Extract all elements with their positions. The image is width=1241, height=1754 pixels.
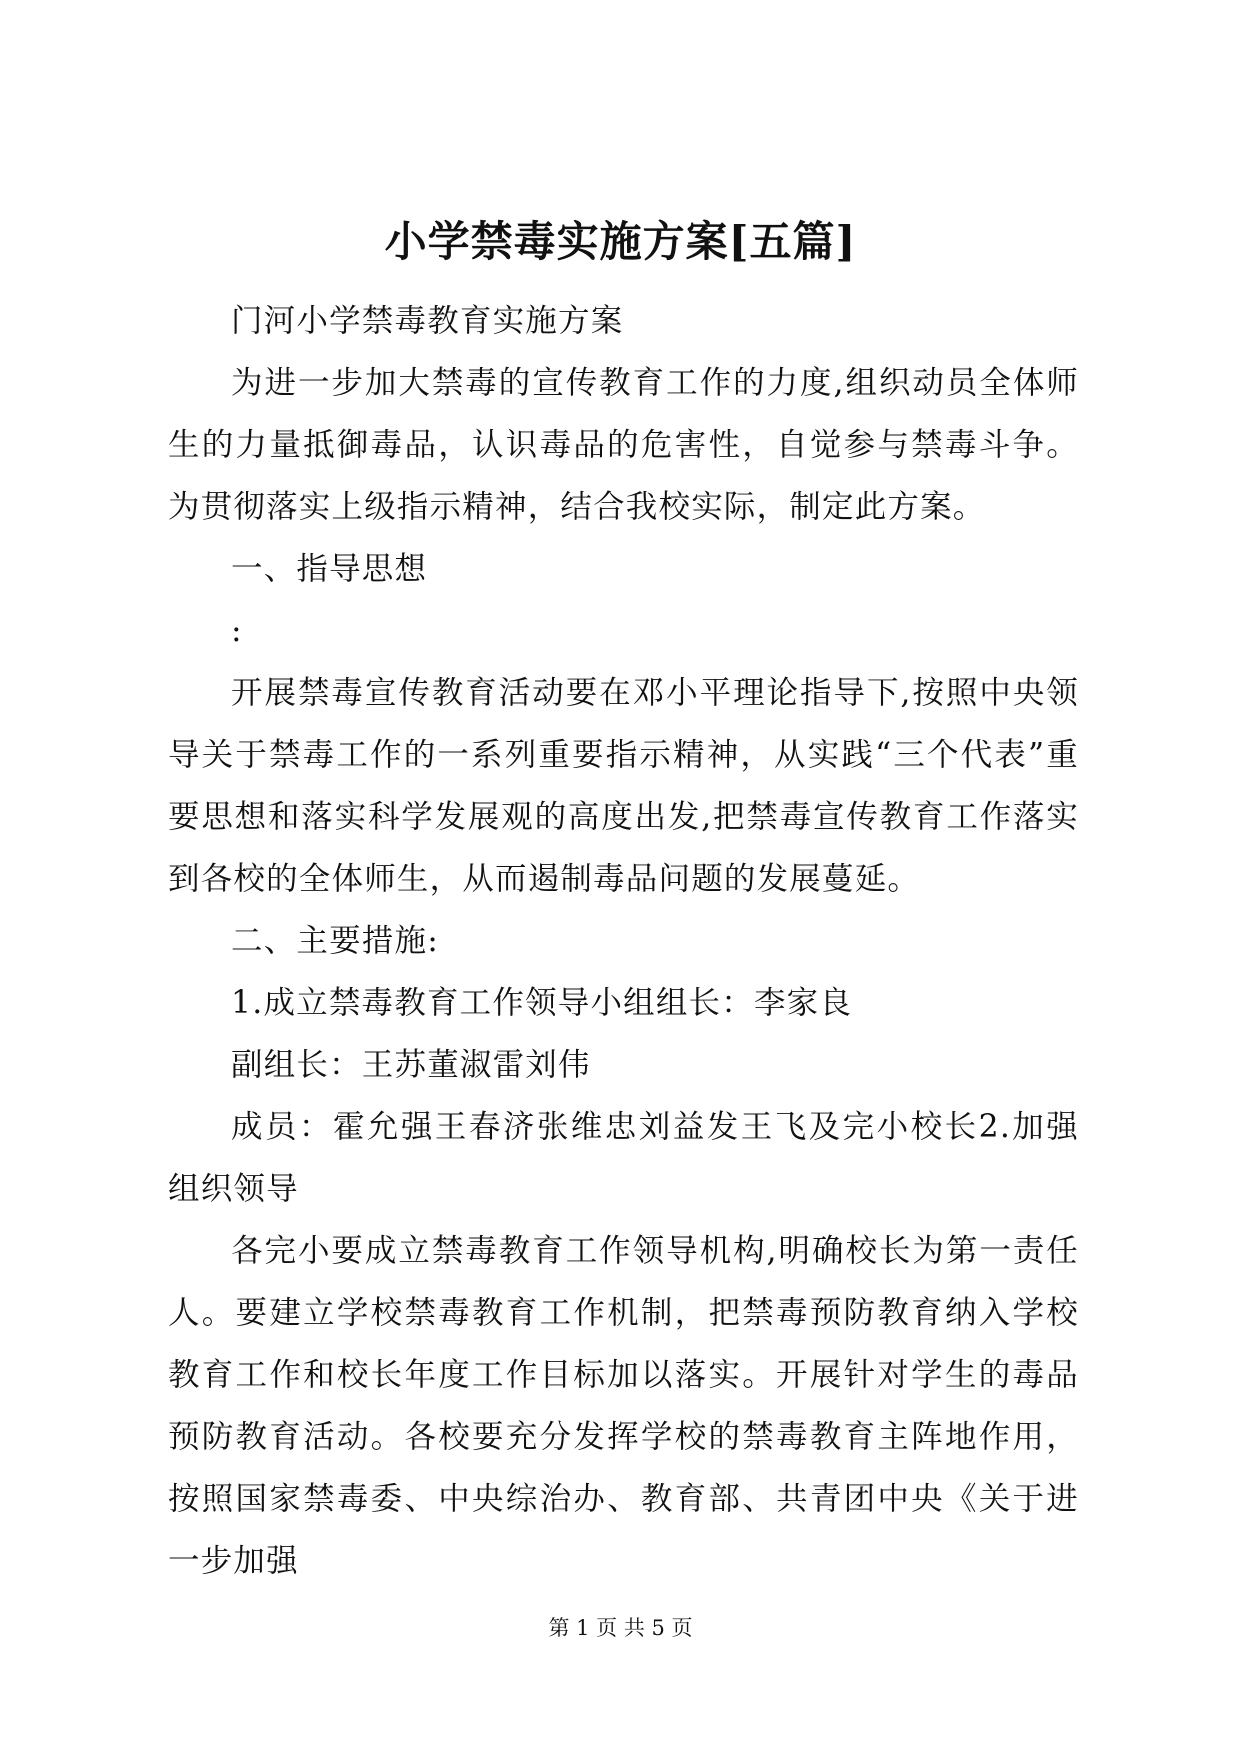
- section-heading-guiding-thought: 一、指导思想: [231, 551, 428, 587]
- paragraph-intro: 为进一步加大禁毒的宣传教育工作的力度,组织动员全体师生的力量抵御毒品，认识毒品的危害性，自觉参与禁毒斗争。为贯彻落实上级指示精神，结合我校实际，制定此方案。: [168, 365, 1079, 525]
- paragraph-colon: :: [231, 613, 243, 649]
- paragraph-leader: 1.成立禁毒教育工作领导小组组长：李家良: [231, 985, 853, 1021]
- page-number-footer: 第 1 页 共 5 页: [548, 1616, 693, 1640]
- section-heading-main-measures: 二、主要措施:: [231, 923, 440, 959]
- document-body: [168, 290, 1079, 1592]
- paragraph-members: 成员：霍允强王春济张维忠刘益发王飞及完小校长2.加强组织领导: [168, 1109, 1079, 1207]
- paragraph-guiding-thought: 开展禁毒宣传教育活动要在邓小平理论指导下,按照中央领导关于禁毒工作的一系列重要指示精神，从实践“三个代表”重要思想和落实科学发展观的高度出发,把禁毒宣传教育工作落实到各校的全体师生，从而遏制毒品问题的发展蔓延。: [168, 675, 1079, 897]
- paragraph-subtitle: 门河小学禁毒教育实施方案: [231, 303, 624, 339]
- paragraph-deputy-leader: 副组长：王苏董淑雷刘伟: [231, 1047, 591, 1083]
- document-title: 小学禁毒实施方案[五篇]: [384, 217, 857, 266]
- paragraph-organization: 各完小要成立禁毒教育工作领导机构,明确校长为第一责任人。要建立学校禁毒教育工作机制，把禁毒预防教育纳入学校教育工作和校长年度工作目标加以落实。开展针对学生的毒品预防教育活动。各校要充分发挥学校的禁毒教育主阵地作用，按照国家禁毒委、中央综治办、教育部、共青团中央《关于进一步加强: [168, 1233, 1079, 1579]
